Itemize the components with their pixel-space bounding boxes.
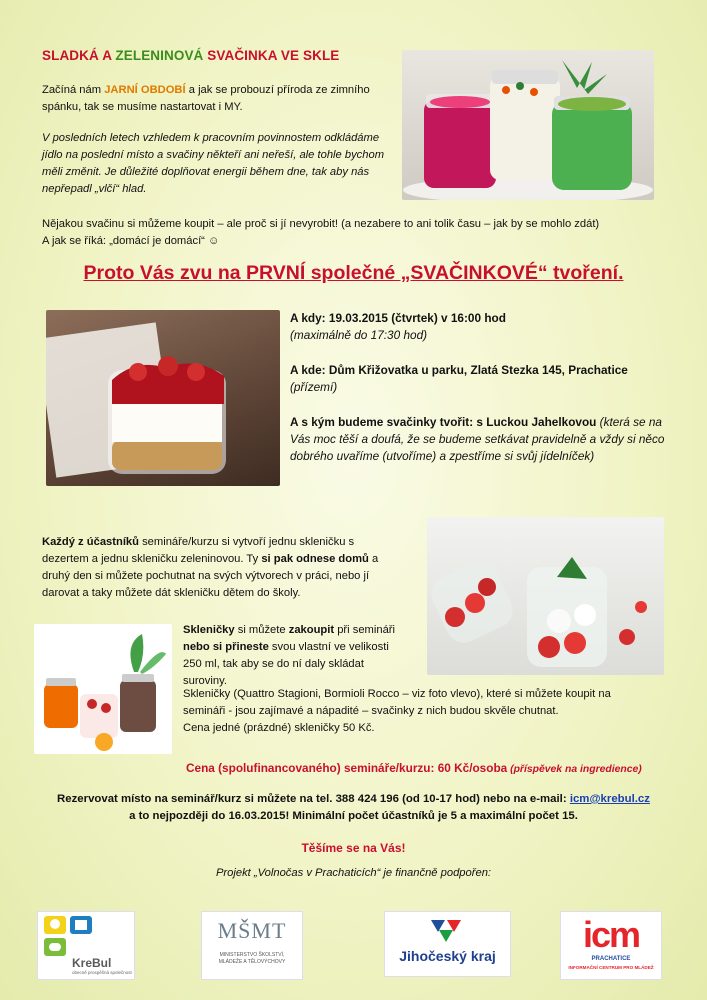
icm-subtitle-2: INFORMAČNÍ CENTRUM PRO MLÁDEŽ bbox=[568, 965, 654, 970]
project-note: Projekt „Volnočas v Prachaticích“ je finančně podpořen: bbox=[215, 867, 492, 879]
icm-mark: icm bbox=[582, 914, 640, 955]
intro-paragraph-2: V posledních letech vzhledem k pracovním povinnostem odkládáme jídlo na poslední místo a svačiny někteří ani neřeší, ale tohle bychom měli změnit. Je důležité doplňovat energii během dne, tak aby nás nepřepadl „vlčí“ hlad. bbox=[42, 132, 385, 195]
price-line: Cena (spolufinancovaného) semináře/kurzu: 60 Kč/osoba (příspěvek na ingredience) bbox=[186, 761, 642, 775]
jars-details: Skleničky (Quattro Stagioni, Bormioli Rocco – viz foto vlevo), které si můžete koupit na semináři - jsou zajímavé a nápadité – svačinky z nich budou skvěle chutnat. Cena jedné (prázdné) skleničky 50 Kč. bbox=[183, 688, 611, 734]
booking-info: Rezervovat místo na seminář/kurz si můžete na tel. 388 424 196 (od 10-17 hod) nebo na e-mail: icm@krebul.cz a to nejpozději do 16.03.2015! Minimální počet účastníků je 5 a maximální počet 15. bbox=[57, 793, 650, 822]
icm-logo bbox=[560, 911, 662, 980]
jihocesky-kraj-name: Jihočeský kraj bbox=[399, 948, 496, 964]
veggie-jars-photo bbox=[402, 50, 654, 200]
email-link[interactable]: icm@krebul.cz bbox=[569, 793, 650, 805]
jihocesky-kraj-logo bbox=[384, 911, 511, 977]
page-title: SLADKÁ A ZELENINOVÁ SVAČINKA VE SKLE bbox=[42, 48, 340, 63]
msmt-subtitle: MINISTERSTVO ŠKOLSTVÍ, MLÁDEŽE A TĚLOVÝCHOVY bbox=[218, 952, 286, 965]
intro-paragraph-1: Začíná nám JARNÍ OBDOBÍ a jak se probouzí příroda ze zimního spánku, tak se musíme nastartovat i MY. bbox=[42, 84, 370, 113]
krebul-name: KreBul bbox=[72, 956, 112, 970]
event-details: A kdy: 19.03.2015 (čtvrtek) v 16:00 hod (maximálně do 17:30 hod) A kde: Dům Křižovatka u parku, Zlatá Stezka 145, Prachatice (přízemí) A s kým budeme svačinky tvořit: s Luckou Jahelkovou (která se na Vás moc těší a doufá, že se budeme setkávat pravidelně a vždy si něco dobrého uvaříme (utvoříme) a zpestříme si svůj jídelníček) bbox=[290, 311, 665, 463]
closing-thanks: Těšíme se na Vás! bbox=[301, 841, 406, 855]
jars-paragraph: Skleničky si můžete zakoupit při semináři nebo si přineste svou vlastní ve velikosti 250 ml, tak aby se do ní daly skládat suroviny. bbox=[183, 624, 396, 687]
krebul-subtitle: obecně prospěšná společnost bbox=[72, 970, 132, 975]
krebul-logo bbox=[37, 911, 135, 980]
msmt-logo bbox=[201, 911, 303, 980]
participants-paragraph: Každý z účastníků semináře/kurzu si vytvoří jednu skleničku s dezertem a jednu skleničku zeleninovou. Ty si pak odnese domů a druhý den si můžete pochutnat na svých výtvorech v práci, nebo jí darovat a taky můžete dát skleničku dětem do školy. bbox=[42, 536, 379, 599]
dessert-jar-photo bbox=[46, 310, 280, 486]
icm-subtitle: PRACHATICE bbox=[591, 956, 631, 962]
jars-for-sale-photo bbox=[34, 624, 172, 754]
msmt-mark: MŠMT bbox=[217, 918, 287, 943]
invitation-headline: Proto Vás zvu na PRVNÍ společné „SVAČINKOVÉ“ tvoření. bbox=[83, 262, 624, 284]
intro-paragraph-3: Nějakou svačinu si můžeme koupit – ale proč si jí nevyrobit! (a nezabere to ani tolik času – jak by se mohlo zdát) A jak se říká: „domácí je domácí“ ☺ bbox=[42, 218, 600, 247]
caprese-jar-photo bbox=[427, 517, 664, 675]
